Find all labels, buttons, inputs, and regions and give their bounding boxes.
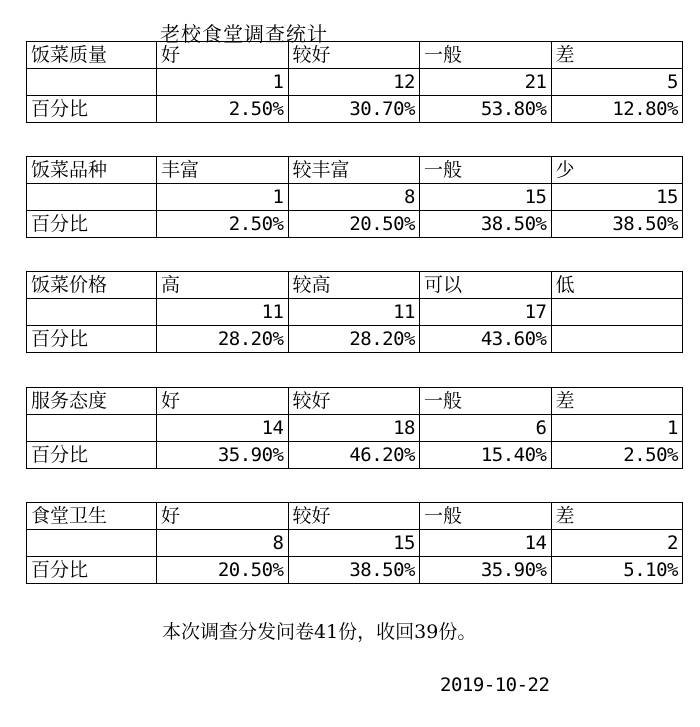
- option-label: 好: [157, 388, 289, 415]
- table-row-counts: [27, 530, 683, 557]
- percent-cell: 12.80%: [551, 96, 683, 123]
- option-label: 一般: [420, 503, 552, 530]
- count-cell: 1: [551, 415, 683, 442]
- category-label: 服务态度: [27, 388, 157, 415]
- document-date: 2019-10-22: [440, 674, 550, 696]
- table-row-percents: [27, 211, 683, 238]
- option-label: 差: [551, 503, 683, 530]
- option-label: 好: [157, 503, 289, 530]
- count-cell: 15: [551, 184, 683, 211]
- category-label: 饭菜品种: [27, 157, 157, 184]
- table-row-header: [27, 157, 683, 184]
- option-label: 少: [551, 157, 683, 184]
- option-label: 一般: [420, 42, 552, 69]
- percent-cell: [551, 326, 683, 353]
- table-section-food-variety: [26, 156, 683, 238]
- table-row-counts: [27, 184, 683, 211]
- count-cell: 8: [157, 530, 289, 557]
- count-cell: 14: [157, 415, 289, 442]
- percent-cell: 30.70%: [288, 96, 420, 123]
- table-row-percents: [27, 442, 683, 469]
- page-title: 老校食堂调查统计: [160, 22, 328, 46]
- percent-row-label: 百分比: [27, 96, 157, 123]
- percent-cell: 53.80%: [420, 96, 552, 123]
- option-label: 低: [551, 272, 683, 299]
- percent-cell: 5.10%: [551, 557, 683, 584]
- percent-cell: 38.50%: [420, 211, 552, 238]
- count-cell: 17: [420, 299, 552, 326]
- count-cell: 15: [288, 530, 420, 557]
- count-cell: 1: [157, 184, 289, 211]
- percent-cell: 2.50%: [157, 96, 289, 123]
- survey-note: 本次调查分发问卷41份，收回39份。: [162, 621, 477, 643]
- percent-row-label: 百分比: [27, 326, 157, 353]
- table-row-counts: [27, 299, 683, 326]
- count-cell: 2: [551, 530, 683, 557]
- table-section-canteen-hygiene: [26, 502, 683, 584]
- percent-cell: 2.50%: [551, 442, 683, 469]
- count-cell: 8: [288, 184, 420, 211]
- count-cell: 11: [157, 299, 289, 326]
- table-section-food-quality: [26, 41, 683, 123]
- table-section-food-price: [26, 271, 683, 353]
- table-row-counts: [27, 69, 683, 96]
- percent-cell: 38.50%: [288, 557, 420, 584]
- count-row-label: [27, 415, 157, 442]
- count-cell: 12: [288, 69, 420, 96]
- percent-cell: 20.50%: [288, 211, 420, 238]
- table-row-counts: [27, 415, 683, 442]
- option-label: 差: [551, 388, 683, 415]
- table-row-percents: [27, 96, 683, 123]
- table-row-header: [27, 388, 683, 415]
- category-label: 饭菜质量: [27, 42, 157, 69]
- option-label: 差: [551, 42, 683, 69]
- option-label: 较丰富: [288, 157, 420, 184]
- percent-row-label: 百分比: [27, 442, 157, 469]
- table-row-percents: [27, 326, 683, 353]
- count-cell: 6: [420, 415, 552, 442]
- option-label: 较好: [288, 388, 420, 415]
- count-cell: [551, 299, 683, 326]
- option-label: 较好: [288, 42, 420, 69]
- count-cell: 15: [420, 184, 552, 211]
- percent-cell: 38.50%: [551, 211, 683, 238]
- table-row-percents: [27, 557, 683, 584]
- count-row-label: [27, 184, 157, 211]
- option-label: 一般: [420, 388, 552, 415]
- count-row-label: [27, 69, 157, 96]
- percent-cell: 43.60%: [420, 326, 552, 353]
- table-row-header: [27, 272, 683, 299]
- option-label: 一般: [420, 157, 552, 184]
- percent-cell: 28.20%: [288, 326, 420, 353]
- option-label: 较好: [288, 503, 420, 530]
- percent-cell: 35.90%: [420, 557, 552, 584]
- percent-row-label: 百分比: [27, 211, 157, 238]
- percent-cell: 2.50%: [157, 211, 289, 238]
- count-cell: 11: [288, 299, 420, 326]
- percent-cell: 35.90%: [157, 442, 289, 469]
- option-label: 较高: [288, 272, 420, 299]
- option-label: 好: [157, 42, 289, 69]
- percent-cell: 46.20%: [288, 442, 420, 469]
- option-label: 丰富: [157, 157, 289, 184]
- category-label: 食堂卫生: [27, 503, 157, 530]
- option-label: 高: [157, 272, 289, 299]
- count-cell: 21: [420, 69, 552, 96]
- percent-cell: 15.40%: [420, 442, 552, 469]
- count-cell: 5: [551, 69, 683, 96]
- count-cell: 18: [288, 415, 420, 442]
- count-row-label: [27, 530, 157, 557]
- count-cell: 1: [157, 69, 289, 96]
- percent-cell: 20.50%: [157, 557, 289, 584]
- percent-cell: 28.20%: [157, 326, 289, 353]
- percent-row-label: 百分比: [27, 557, 157, 584]
- table-row-header: [27, 42, 683, 69]
- option-label: 可以: [420, 272, 552, 299]
- category-label: 饭菜价格: [27, 272, 157, 299]
- count-row-label: [27, 299, 157, 326]
- table-row-header: [27, 503, 683, 530]
- table-section-service-attitude: [26, 387, 683, 469]
- count-cell: 14: [420, 530, 552, 557]
